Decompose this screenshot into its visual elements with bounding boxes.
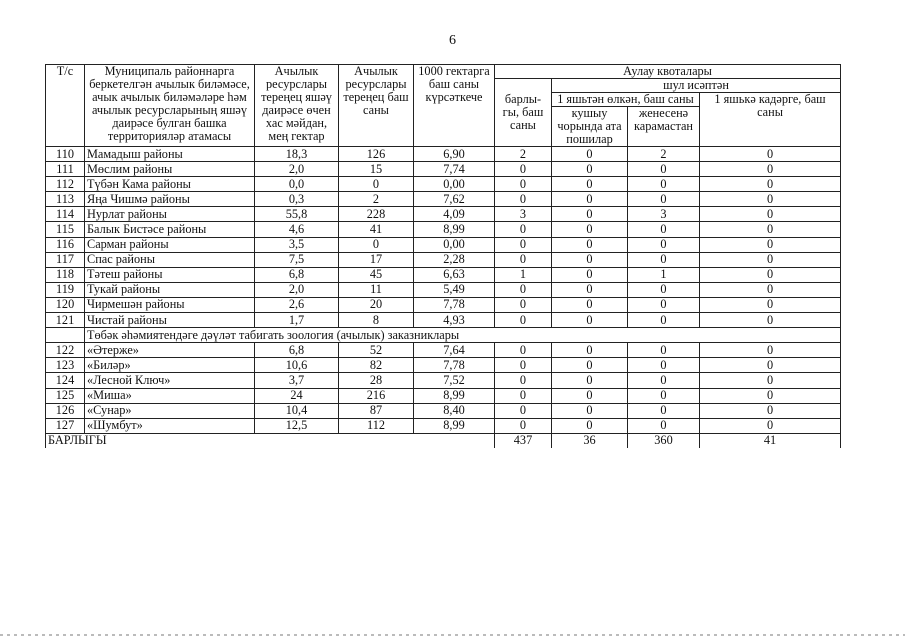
- row-gender: 0: [628, 343, 700, 358]
- row-number: 115: [46, 222, 85, 237]
- row-total: 0: [495, 403, 552, 418]
- col-header-number: Т/с: [46, 65, 85, 147]
- row-density: 7,52: [414, 373, 495, 388]
- table-row: [46, 313, 841, 328]
- row-gender: 0: [628, 177, 700, 192]
- row-total: 0: [495, 222, 552, 237]
- totals-young-value: 41: [763, 433, 777, 447]
- row-number: 111: [46, 162, 85, 177]
- row-gender: 0: [628, 252, 700, 267]
- col-header-density: 1000 гектарга баш саны күрсәткече: [414, 65, 495, 147]
- row-young: 0: [700, 403, 841, 418]
- row-antlers: 0: [552, 222, 628, 237]
- row-count: 82: [339, 358, 414, 373]
- row-name: Чистай районы: [85, 313, 255, 328]
- row-young: 0: [700, 358, 841, 373]
- totals-label: БАРЛЫГЫ: [46, 433, 339, 448]
- section-number-cell: [46, 328, 85, 343]
- row-young: 0: [700, 162, 841, 177]
- row-area: 12,5: [255, 418, 339, 433]
- row-density: 8,99: [414, 222, 495, 237]
- row-density: 7,78: [414, 297, 495, 312]
- table-row: [46, 147, 841, 162]
- row-density: 6,63: [414, 267, 495, 282]
- row-name: Нурлат районы: [85, 207, 255, 222]
- row-name: Спас районы: [85, 252, 255, 267]
- row-name: «Әтерже»: [85, 343, 255, 358]
- table-row: [46, 162, 841, 177]
- row-density: 2,28: [414, 252, 495, 267]
- row-gender: 0: [628, 237, 700, 252]
- table-row: [46, 267, 841, 282]
- row-area: 1,7: [255, 313, 339, 328]
- row-young: 0: [700, 207, 841, 222]
- row-name: Тукай районы: [85, 282, 255, 297]
- hunting-quota-table: [45, 64, 841, 448]
- row-density: 4,93: [414, 313, 495, 328]
- totals-gap: [339, 433, 495, 448]
- row-antlers: 0: [552, 162, 628, 177]
- row-density: 8,99: [414, 418, 495, 433]
- row-gender: 0: [628, 222, 700, 237]
- table-row: [46, 373, 841, 388]
- row-number: 125: [46, 388, 85, 403]
- row-density: 5,49: [414, 282, 495, 297]
- row-number: 117: [46, 252, 85, 267]
- row-count: 112: [339, 418, 414, 433]
- row-total: 1: [495, 267, 552, 282]
- row-number: 116: [46, 237, 85, 252]
- row-total: 0: [495, 388, 552, 403]
- row-number: 123: [46, 358, 85, 373]
- row-name: Тәтеш районы: [85, 267, 255, 282]
- row-count: 11: [339, 282, 414, 297]
- row-total: 0: [495, 297, 552, 312]
- row-name: «Биләр»: [85, 358, 255, 373]
- table-row: [46, 343, 841, 358]
- row-gender: 1: [628, 267, 700, 282]
- row-antlers: 0: [552, 147, 628, 162]
- table-row: [46, 237, 841, 252]
- row-area: 2,0: [255, 162, 339, 177]
- row-gender: 0: [628, 373, 700, 388]
- row-area: 3,5: [255, 237, 339, 252]
- row-total: 0: [495, 282, 552, 297]
- totals-gender: [628, 433, 700, 448]
- row-total: 0: [495, 177, 552, 192]
- row-count: 41: [339, 222, 414, 237]
- row-young: 0: [700, 252, 841, 267]
- totals-gender-value: 360: [654, 433, 673, 447]
- row-number: 118: [46, 267, 85, 282]
- row-total: 0: [495, 418, 552, 433]
- row-count: 15: [339, 162, 414, 177]
- row-area: 0,3: [255, 192, 339, 207]
- row-total: 0: [495, 373, 552, 388]
- row-total: 0: [495, 192, 552, 207]
- row-count: 8: [339, 313, 414, 328]
- row-name: Чирмешән районы: [85, 297, 255, 312]
- row-name: «Сунар»: [85, 403, 255, 418]
- row-density: 7,78: [414, 358, 495, 373]
- col-header-including: шул исәптән: [552, 79, 841, 93]
- table-row: [46, 403, 841, 418]
- row-number: 113: [46, 192, 85, 207]
- row-total: 0: [495, 343, 552, 358]
- table-row: [46, 192, 841, 207]
- section-title: Төбәк әһәмиятендәге дәүләт табигать зоология (ачылык) заказниклары: [85, 328, 841, 343]
- row-young: 0: [700, 373, 841, 388]
- row-antlers: 0: [552, 313, 628, 328]
- row-area: 24: [255, 388, 339, 403]
- table-row: [46, 388, 841, 403]
- table-row: [46, 358, 841, 373]
- row-name: «Миша»: [85, 388, 255, 403]
- row-number: 119: [46, 282, 85, 297]
- col-header-count: Ачылык ресурслары тереңец баш саны: [339, 65, 414, 147]
- row-area: 18,3: [255, 147, 339, 162]
- col-header-quota: Аулау квоталары: [495, 65, 841, 79]
- row-count: 20: [339, 297, 414, 312]
- row-number: 124: [46, 373, 85, 388]
- row-density: 6,90: [414, 147, 495, 162]
- row-antlers: 0: [552, 403, 628, 418]
- row-antlers: 0: [552, 343, 628, 358]
- row-number: 126: [46, 403, 85, 418]
- row-antlers: 0: [552, 237, 628, 252]
- row-gender: 0: [628, 313, 700, 328]
- table-row: [46, 252, 841, 267]
- row-young: 0: [700, 297, 841, 312]
- row-gender: 0: [628, 358, 700, 373]
- row-antlers: 0: [552, 297, 628, 312]
- table-row: [46, 207, 841, 222]
- row-count: 126: [339, 147, 414, 162]
- table-row: [46, 282, 841, 297]
- row-count: 17: [339, 252, 414, 267]
- row-young: 0: [700, 222, 841, 237]
- row-antlers: 0: [552, 207, 628, 222]
- row-density: 7,62: [414, 192, 495, 207]
- col-header-area: Ачылык ресурслары тереңец яшәү даирәсе өчен хас мәйдан, мең гектар: [255, 65, 339, 147]
- row-density: 0,00: [414, 237, 495, 252]
- row-total: 0: [495, 252, 552, 267]
- row-young: 0: [700, 192, 841, 207]
- totals-total-value: 437: [513, 433, 533, 447]
- row-count: 0: [339, 177, 414, 192]
- row-antlers: 0: [552, 373, 628, 388]
- row-antlers: 0: [552, 418, 628, 433]
- row-area: 3,7: [255, 373, 339, 388]
- totals-young: [700, 433, 841, 448]
- totals-total: [495, 433, 552, 448]
- page-number: 6: [449, 33, 456, 48]
- row-area: 10,6: [255, 358, 339, 373]
- row-number: 121: [46, 313, 85, 328]
- row-young: 0: [700, 343, 841, 358]
- row-gender: 3: [628, 207, 700, 222]
- row-name: Яңа Чишмә районы: [85, 192, 255, 207]
- row-name: Мөслим районы: [85, 162, 255, 177]
- row-gender: 0: [628, 282, 700, 297]
- row-young: 0: [700, 388, 841, 403]
- table-row: [46, 418, 841, 433]
- table-header: [46, 65, 841, 147]
- row-gender: 0: [628, 162, 700, 177]
- row-number: 110: [46, 147, 85, 162]
- row-area: 10,4: [255, 403, 339, 418]
- col-header-antlers: кушыу чорында ата пошилар: [552, 107, 628, 147]
- row-area: 4,6: [255, 222, 339, 237]
- row-name: Түбән Кама районы: [85, 177, 255, 192]
- row-total: 0: [495, 313, 552, 328]
- row-antlers: 0: [552, 388, 628, 403]
- row-young: 0: [700, 418, 841, 433]
- table-body: [46, 147, 841, 448]
- row-name: «Лесной Ключ»: [85, 373, 255, 388]
- row-count: 2: [339, 192, 414, 207]
- col-header-total: барлы-гы, баш саны: [495, 79, 552, 147]
- row-area: 55,8: [255, 207, 339, 222]
- table-row: [46, 177, 841, 192]
- row-name: Балык Бистәсе районы: [85, 222, 255, 237]
- row-area: 7,5: [255, 252, 339, 267]
- row-count: 28: [339, 373, 414, 388]
- row-area: 2,6: [255, 297, 339, 312]
- row-young: 0: [700, 177, 841, 192]
- col-header-young: 1 яшькә кадәрге, баш саны: [700, 93, 841, 147]
- row-young: 0: [700, 237, 841, 252]
- row-name: «Шумбут»: [85, 418, 255, 433]
- row-density: 0,00: [414, 177, 495, 192]
- col-header-gender: женесенә карамастан: [628, 107, 700, 147]
- row-antlers: 0: [552, 192, 628, 207]
- row-antlers: 0: [552, 358, 628, 373]
- row-number: 112: [46, 177, 85, 192]
- totals-antlers: [552, 433, 628, 448]
- row-gender: 0: [628, 418, 700, 433]
- row-gender: 0: [628, 388, 700, 403]
- row-density: 4,09: [414, 207, 495, 222]
- row-gender: 0: [628, 403, 700, 418]
- row-density: 7,74: [414, 162, 495, 177]
- row-total: 0: [495, 358, 552, 373]
- row-count: 87: [339, 403, 414, 418]
- row-area: 2,0: [255, 282, 339, 297]
- row-name: Мамадыш районы: [85, 147, 255, 162]
- table-row: [46, 297, 841, 312]
- row-density: 8,40: [414, 403, 495, 418]
- row-area: 0,0: [255, 177, 339, 192]
- row-density: 7,64: [414, 343, 495, 358]
- row-area: 6,8: [255, 343, 339, 358]
- row-antlers: 0: [552, 267, 628, 282]
- row-count: 45: [339, 267, 414, 282]
- row-density: 8,99: [414, 388, 495, 403]
- row-total: 2: [495, 147, 552, 162]
- row-area: 6,8: [255, 267, 339, 282]
- row-count: 0: [339, 237, 414, 252]
- row-number: 122: [46, 343, 85, 358]
- row-gender: 0: [628, 192, 700, 207]
- row-total: 3: [495, 207, 552, 222]
- row-gender: 0: [628, 297, 700, 312]
- row-number: 120: [46, 297, 85, 312]
- row-count: 216: [339, 388, 414, 403]
- row-antlers: 0: [552, 252, 628, 267]
- row-young: 0: [700, 282, 841, 297]
- col-header-name: Муниципаль районнарга беркетелгән ачылык биләмәсе, ачык ачылык биләмәләре һәм ачылык ресурсларының яшәү даирәсе булган башка территорияләр атамасы: [85, 65, 255, 147]
- row-gender: 2: [628, 147, 700, 162]
- row-young: 0: [700, 267, 841, 282]
- totals-antlers-value: 36: [583, 433, 596, 447]
- row-number: 127: [46, 418, 85, 433]
- row-total: 0: [495, 162, 552, 177]
- col-header-older: 1 яшьтән өлкән, баш саны: [552, 93, 700, 107]
- row-total: 0: [495, 237, 552, 252]
- section-row: [46, 328, 841, 343]
- table-row: [46, 222, 841, 237]
- row-count: 52: [339, 343, 414, 358]
- row-number: 114: [46, 207, 85, 222]
- row-name: Сарман районы: [85, 237, 255, 252]
- scan-artifact-line: [0, 634, 905, 636]
- totals-row: [46, 433, 841, 448]
- row-young: 0: [700, 147, 841, 162]
- row-antlers: 0: [552, 282, 628, 297]
- row-young: 0: [700, 313, 841, 328]
- row-count: 228: [339, 207, 414, 222]
- row-antlers: 0: [552, 177, 628, 192]
